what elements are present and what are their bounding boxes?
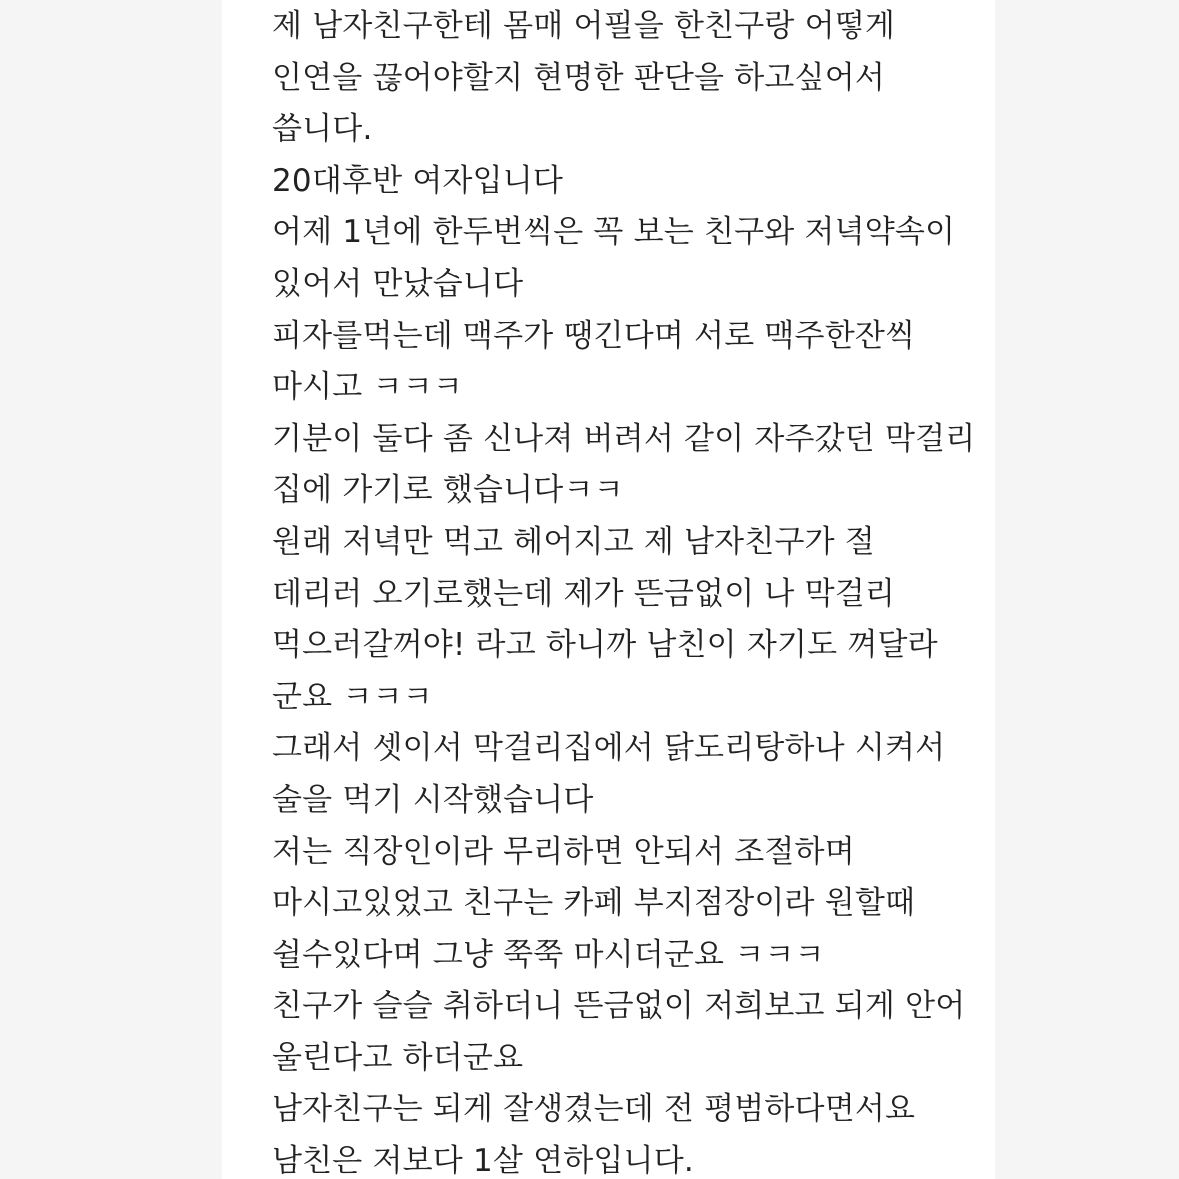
post-line-23: 남친은 저보다 1살 연하입니다.: [272, 1143, 694, 1179]
post-line-9: 기분이 둘다 좀 신나져 버려서 같이 자주갔던 막걸리: [272, 420, 976, 457]
post-line-12: 데리러 오기로했는데 제가 뜬금없이 나 막걸리: [272, 575, 896, 612]
post-line-15: 그래서 셋이서 막걸리집에서 닭도리탕하나 시켜서: [272, 730, 946, 767]
post-line-4: 20대후반 여자입니다: [272, 162, 564, 199]
post-line-8: 마시고 ㅋㅋㅋ: [272, 369, 463, 406]
post-line-14: 군요 ㅋㅋㅋ: [272, 678, 433, 715]
post-line-16: 술을 먹기 시작했습니다: [272, 781, 594, 818]
post-line-3: 씁니다.: [272, 111, 373, 148]
post-line-21: 울린다고 하더군요: [272, 1039, 524, 1076]
post-line-7: 피자를먹는데 맥주가 땡긴다며 서로 맥주한잔씩: [272, 317, 916, 354]
post-line-22: 남자친구는 되게 잘생겼는데 전 평범하다면서요: [272, 1091, 916, 1128]
post-line-17: 저는 직장인이라 무리하면 안되서 조절하며: [272, 833, 855, 870]
post-line-18: 마시고있었고 친구는 카페 부지점장이라 원할때: [272, 885, 916, 922]
post-line-19: 쉴수있다며 그냥 쭉쭉 마시더군요 ㅋㅋㅋ: [272, 936, 825, 973]
post-line-20: 친구가 슬슬 취하더니 뜬금없이 저희보고 되게 안어: [272, 988, 966, 1025]
post-line-11: 원래 저녁만 먹고 헤어지고 제 남자친구가 절: [272, 523, 875, 560]
post-body: [272, 0, 976, 1179]
post-line-1: 제 남자친구한테 몸매 어필을 한친구랑 어떻게: [272, 8, 896, 44]
post-line-10: 집에 가기로 했습니다ㅋㅋ: [272, 472, 624, 509]
post-line-5: 어제 1년에 한두번씩은 꼭 보는 친구와 저녁약속이: [272, 214, 956, 251]
post-line-2: 인연을 끊어야할지 현명한 판단을 하고싶어서: [272, 59, 885, 96]
post-line-6: 있어서 만났습니다: [272, 265, 524, 302]
post-line-13: 먹으러갈꺼야! 라고 하니까 남친이 자기도 껴달라: [272, 627, 938, 664]
